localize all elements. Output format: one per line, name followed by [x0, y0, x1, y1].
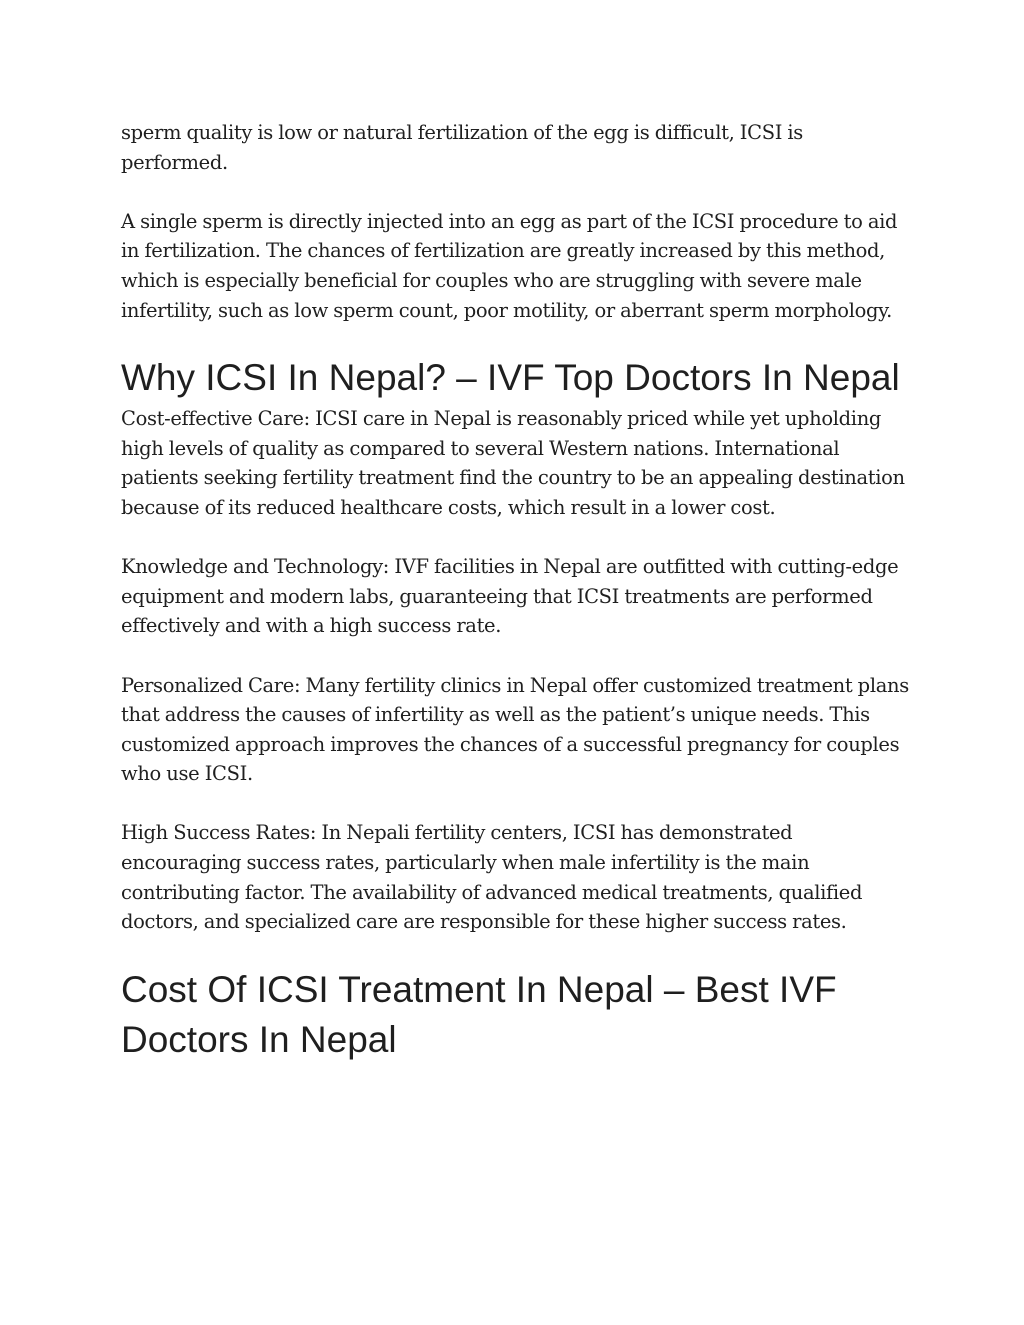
intro-paragraph-1: sperm quality is low or natural fertilization of the egg is difficult, ICSI is performed.: [121, 121, 803, 174]
paragraph-spacer: [121, 523, 911, 553]
paragraph-spacer: [121, 789, 911, 819]
high-success-rates-paragraph: High Success Rates: In Nepali fertility centers, ICSI has demonstrated encouraging success rates, particularly when male infertility is the main contributing factor. The availability of advanced medical treatments, qualified doctors, and specialized care are responsible for these higher success rates.: [121, 821, 863, 934]
why-icsi-heading: Why ICSI In Nepal? – IVF Top Doctors In Nepal: [121, 357, 900, 399]
intro-paragraph-2: A single sperm is directly injected into an egg as part of the ICSI procedure to aid in fertilization. The chances of fertilization are greatly increased by this method, which is especially beneficial for couples who are struggling with severe male infertility, such as low sperm count, poor motility, or aberrant sperm morphology.: [121, 209, 898, 322]
document-body: [121, 118, 911, 1065]
knowledge-technology-paragraph: Knowledge and Technology: IVF facilities in Nepal are outfitted with cutting-edge equipment and modern labs, guaranteeing that ICSI treatments are performed effectively and with a high success rate.: [121, 555, 899, 638]
personalized-care-paragraph: Personalized Care: Many fertility clinics in Nepal offer customized treatment plans that address the causes of infertility as well as the patient’s unique needs. This customized approach improves the chances of a successful pregnancy for couples who use ICSI.: [121, 673, 909, 786]
cost-effective-paragraph: Cost-effective Care: ICSI care in Nepal is reasonably priced while yet upholding high levels of quality as compared to several Western nations. International patients seeking fertility treatment find the country to be an appealing destination because of its reduced healthcare costs, which result in a lower cost.: [121, 407, 905, 519]
paragraph-spacer: [121, 177, 911, 207]
paragraph-spacer: [121, 641, 911, 671]
cost-of-icsi-heading: Cost Of ICSI Treatment In Nepal – Best IVF Doctors In Nepal: [121, 968, 837, 1060]
